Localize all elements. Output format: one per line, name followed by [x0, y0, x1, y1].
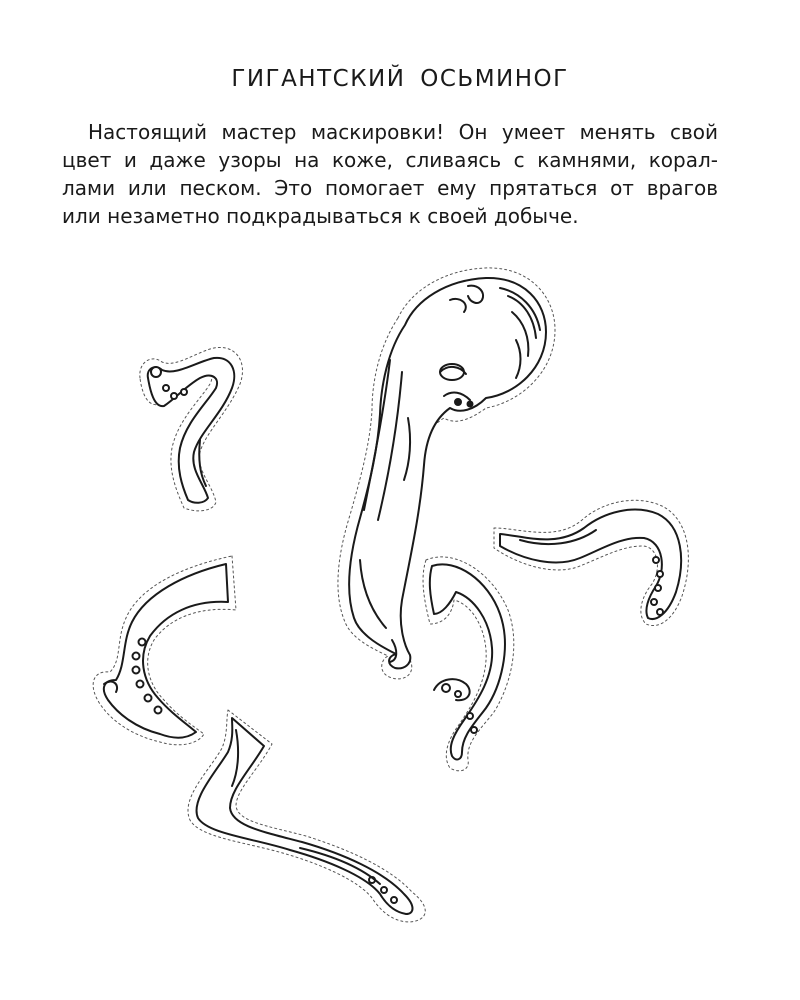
- tentacle-bottom-left-piece: [188, 710, 425, 922]
- tentacle-top-left-piece: [140, 347, 243, 510]
- tentacle-center-right-piece: [423, 557, 514, 771]
- paragraph-line: лами или песком. Это помогает ему прятаться от врагов: [62, 176, 718, 200]
- paragraph-line: или незаметно подкрадываться к своей добыче.: [62, 204, 579, 228]
- tentacle-right-piece: [494, 500, 688, 625]
- page-title: ГИГАНТСКИЙ ОСЬМИНОГ: [231, 66, 569, 92]
- paragraph-line: цвет и даже узоры на коже, сливаясь с камнями, корал-: [62, 148, 718, 172]
- tentacle-middle-left-piece: [93, 556, 236, 745]
- paragraph-line: Настоящий мастер маскировки! Он умеет менять свой: [88, 120, 718, 144]
